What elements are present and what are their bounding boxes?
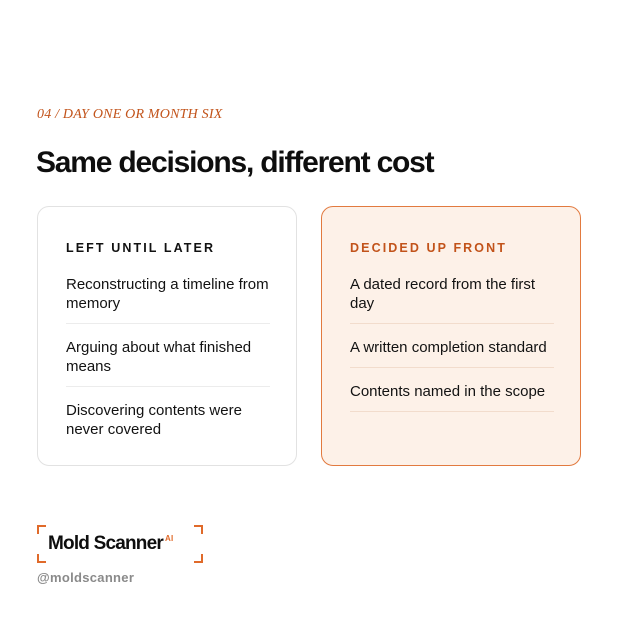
corner-bracket-icon [37,525,46,534]
list-item: Discovering contents were never covered [66,402,242,438]
brand-name-wrapper [48,533,173,555]
list-item: A written completion standard [350,338,554,368]
list-item: A dated record from the first day [350,275,554,324]
page-title: Same decisions, different cost [36,146,434,179]
card-title-right: DECIDED UP FRONT [350,241,507,255]
card-title-left: LEFT UNTIL LATER [66,241,216,255]
brand-logo [37,525,203,563]
brand-superscript: AI [164,534,174,543]
corner-bracket-icon [194,525,203,534]
social-handle: @moldscanner [37,570,135,585]
decided-up-front-card [321,206,581,466]
left-until-later-card [37,206,297,466]
corner-bracket-icon [37,554,46,563]
list-item: Contents named in the scope [350,382,554,412]
list-item: Arguing about what finished means [66,338,270,387]
brand-name: Mold Scanner [48,533,163,554]
section-eyebrow: 04 / DAY ONE OR MONTH SIX [37,107,223,122]
corner-bracket-icon [194,554,203,563]
list-item: Reconstructing a timeline from memory [66,275,270,324]
